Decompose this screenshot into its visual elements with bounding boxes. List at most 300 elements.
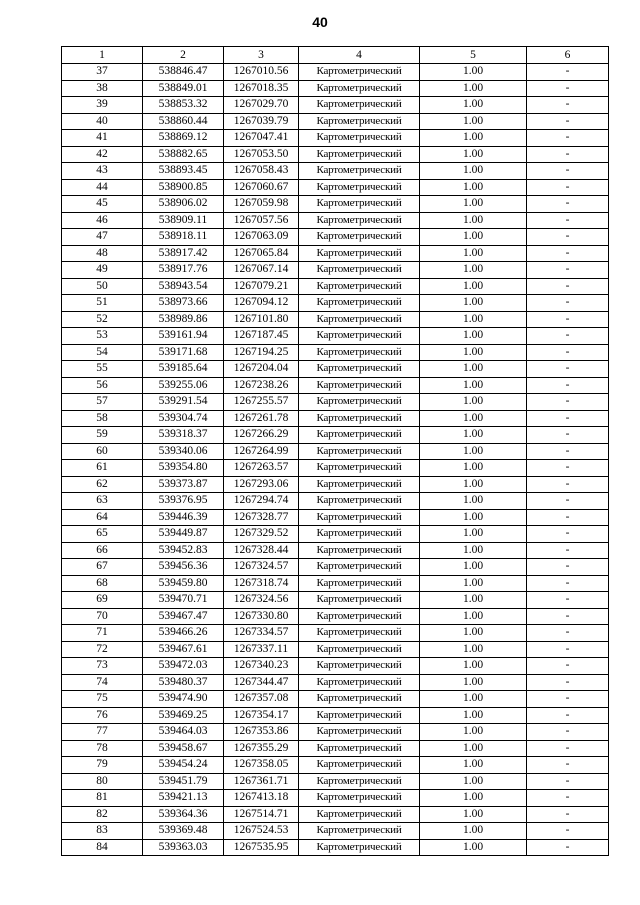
accuracy-cell: 1.00 — [420, 97, 527, 114]
column-header: 6 — [527, 47, 609, 64]
x-coordinate-cell: 539456.36 — [143, 559, 224, 576]
y-coordinate-cell: 1267079.21 — [224, 278, 299, 295]
method-cell: Картометрический — [299, 80, 420, 97]
method-cell: Картометрический — [299, 443, 420, 460]
accuracy-cell: 1.00 — [420, 130, 527, 147]
y-coordinate-cell: 1267261.78 — [224, 410, 299, 427]
page-number: 40 — [312, 14, 328, 30]
x-coordinate-cell: 539451.79 — [143, 773, 224, 790]
accuracy-cell: 1.00 — [420, 460, 527, 477]
accuracy-cell: 1.00 — [420, 311, 527, 328]
method-cell: Картометрический — [299, 823, 420, 840]
y-coordinate-cell: 1267413.18 — [224, 790, 299, 807]
y-coordinate-cell: 1267101.80 — [224, 311, 299, 328]
method-cell: Картометрический — [299, 311, 420, 328]
method-cell: Картометрический — [299, 97, 420, 114]
x-coordinate-cell: 538882.65 — [143, 146, 224, 163]
method-cell: Картометрический — [299, 410, 420, 427]
point-number-cell: 55 — [62, 361, 143, 378]
table-row — [62, 608, 609, 625]
table-row — [62, 493, 609, 510]
y-coordinate-cell: 1267018.35 — [224, 80, 299, 97]
point-number-cell: 42 — [62, 146, 143, 163]
method-cell: Картометрический — [299, 839, 420, 856]
accuracy-cell: 1.00 — [420, 163, 527, 180]
y-coordinate-cell: 1267194.25 — [224, 344, 299, 361]
note-cell: - — [527, 394, 609, 411]
column-header: 4 — [299, 47, 420, 64]
accuracy-cell: 1.00 — [420, 476, 527, 493]
table-row — [62, 229, 609, 246]
x-coordinate-cell: 538909.11 — [143, 212, 224, 229]
y-coordinate-cell: 1267324.56 — [224, 592, 299, 609]
x-coordinate-cell: 538900.85 — [143, 179, 224, 196]
x-coordinate-cell: 539255.06 — [143, 377, 224, 394]
accuracy-cell: 1.00 — [420, 443, 527, 460]
method-cell: Картометрический — [299, 757, 420, 774]
method-cell: Картометрический — [299, 377, 420, 394]
table-row — [62, 64, 609, 81]
accuracy-cell: 1.00 — [420, 410, 527, 427]
note-cell: - — [527, 377, 609, 394]
accuracy-cell: 1.00 — [420, 509, 527, 526]
method-cell: Картометрический — [299, 773, 420, 790]
point-number-cell: 62 — [62, 476, 143, 493]
accuracy-cell: 1.00 — [420, 658, 527, 675]
note-cell: - — [527, 130, 609, 147]
note-cell: - — [527, 229, 609, 246]
point-number-cell: 76 — [62, 707, 143, 724]
accuracy-cell: 1.00 — [420, 212, 527, 229]
accuracy-cell: 1.00 — [420, 328, 527, 345]
y-coordinate-cell: 1267057.56 — [224, 212, 299, 229]
x-coordinate-cell: 539466.26 — [143, 625, 224, 642]
table-header-row — [62, 47, 609, 64]
accuracy-cell: 1.00 — [420, 592, 527, 609]
y-coordinate-cell: 1267358.05 — [224, 757, 299, 774]
y-coordinate-cell: 1267357.08 — [224, 691, 299, 708]
note-cell: - — [527, 724, 609, 741]
method-cell: Картометрический — [299, 113, 420, 130]
y-coordinate-cell: 1267067.14 — [224, 262, 299, 279]
column-header: 1 — [62, 47, 143, 64]
accuracy-cell: 1.00 — [420, 146, 527, 163]
x-coordinate-cell: 539318.37 — [143, 427, 224, 444]
accuracy-cell: 1.00 — [420, 361, 527, 378]
y-coordinate-cell: 1267354.17 — [224, 707, 299, 724]
method-cell: Картометрический — [299, 245, 420, 262]
table-row — [62, 146, 609, 163]
y-coordinate-cell: 1267058.43 — [224, 163, 299, 180]
accuracy-cell: 1.00 — [420, 724, 527, 741]
accuracy-cell: 1.00 — [420, 542, 527, 559]
point-number-cell: 54 — [62, 344, 143, 361]
table-row — [62, 394, 609, 411]
note-cell: - — [527, 262, 609, 279]
x-coordinate-cell: 539464.03 — [143, 724, 224, 741]
table-row — [62, 245, 609, 262]
accuracy-cell: 1.00 — [420, 790, 527, 807]
table-row — [62, 575, 609, 592]
note-cell: - — [527, 278, 609, 295]
y-coordinate-cell: 1267059.98 — [224, 196, 299, 213]
method-cell: Картометрический — [299, 658, 420, 675]
x-coordinate-cell: 539469.25 — [143, 707, 224, 724]
note-cell: - — [527, 311, 609, 328]
method-cell: Картометрический — [299, 493, 420, 510]
table-row — [62, 526, 609, 543]
table-row — [62, 740, 609, 757]
y-coordinate-cell: 1267328.77 — [224, 509, 299, 526]
note-cell: - — [527, 212, 609, 229]
method-cell: Картометрический — [299, 361, 420, 378]
note-cell: - — [527, 757, 609, 774]
point-number-cell: 70 — [62, 608, 143, 625]
method-cell: Картометрический — [299, 344, 420, 361]
point-number-cell: 73 — [62, 658, 143, 675]
accuracy-cell: 1.00 — [420, 493, 527, 510]
note-cell: - — [527, 575, 609, 592]
point-number-cell: 45 — [62, 196, 143, 213]
table-row — [62, 641, 609, 658]
point-number-cell: 47 — [62, 229, 143, 246]
table-row — [62, 790, 609, 807]
note-cell: - — [527, 344, 609, 361]
point-number-cell: 61 — [62, 460, 143, 477]
x-coordinate-cell: 539369.48 — [143, 823, 224, 840]
point-number-cell: 50 — [62, 278, 143, 295]
table-row — [62, 262, 609, 279]
note-cell: - — [527, 839, 609, 856]
table-row — [62, 542, 609, 559]
accuracy-cell: 1.00 — [420, 707, 527, 724]
point-number-cell: 44 — [62, 179, 143, 196]
x-coordinate-cell: 539449.87 — [143, 526, 224, 543]
point-number-cell: 69 — [62, 592, 143, 609]
point-number-cell: 82 — [62, 806, 143, 823]
table-row — [62, 691, 609, 708]
note-cell: - — [527, 806, 609, 823]
x-coordinate-cell: 539291.54 — [143, 394, 224, 411]
note-cell: - — [527, 625, 609, 642]
accuracy-cell: 1.00 — [420, 575, 527, 592]
table-row — [62, 724, 609, 741]
note-cell: - — [527, 245, 609, 262]
point-number-cell: 67 — [62, 559, 143, 576]
table-row — [62, 410, 609, 427]
y-coordinate-cell: 1267328.44 — [224, 542, 299, 559]
note-cell: - — [527, 790, 609, 807]
note-cell: - — [527, 328, 609, 345]
y-coordinate-cell: 1267524.53 — [224, 823, 299, 840]
x-coordinate-cell: 539480.37 — [143, 674, 224, 691]
table-row — [62, 460, 609, 477]
point-number-cell: 68 — [62, 575, 143, 592]
note-cell: - — [527, 443, 609, 460]
method-cell: Картометрический — [299, 509, 420, 526]
method-cell: Картометрический — [299, 328, 420, 345]
note-cell: - — [527, 493, 609, 510]
accuracy-cell: 1.00 — [420, 377, 527, 394]
method-cell: Картометрический — [299, 146, 420, 163]
y-coordinate-cell: 1267264.99 — [224, 443, 299, 460]
note-cell: - — [527, 641, 609, 658]
method-cell: Картометрический — [299, 740, 420, 757]
point-number-cell: 40 — [62, 113, 143, 130]
x-coordinate-cell: 539364.36 — [143, 806, 224, 823]
point-number-cell: 64 — [62, 509, 143, 526]
accuracy-cell: 1.00 — [420, 113, 527, 130]
point-number-cell: 63 — [62, 493, 143, 510]
y-coordinate-cell: 1267355.29 — [224, 740, 299, 757]
accuracy-cell: 1.00 — [420, 344, 527, 361]
y-coordinate-cell: 1267344.47 — [224, 674, 299, 691]
note-cell: - — [527, 592, 609, 609]
table-row — [62, 757, 609, 774]
table-row — [62, 674, 609, 691]
table-row — [62, 130, 609, 147]
method-cell: Картометрический — [299, 641, 420, 658]
x-coordinate-cell: 539376.95 — [143, 493, 224, 510]
x-coordinate-cell: 539421.13 — [143, 790, 224, 807]
method-cell: Картометрический — [299, 592, 420, 609]
point-number-cell: 80 — [62, 773, 143, 790]
note-cell: - — [527, 113, 609, 130]
note-cell: - — [527, 559, 609, 576]
point-number-cell: 84 — [62, 839, 143, 856]
accuracy-cell: 1.00 — [420, 740, 527, 757]
accuracy-cell: 1.00 — [420, 674, 527, 691]
table-row — [62, 707, 609, 724]
note-cell: - — [527, 196, 609, 213]
note-cell: - — [527, 97, 609, 114]
table-row — [62, 443, 609, 460]
x-coordinate-cell: 538893.45 — [143, 163, 224, 180]
x-coordinate-cell: 539472.03 — [143, 658, 224, 675]
point-number-cell: 83 — [62, 823, 143, 840]
method-cell: Картометрический — [299, 427, 420, 444]
point-number-cell: 48 — [62, 245, 143, 262]
y-coordinate-cell: 1267340.23 — [224, 658, 299, 675]
point-number-cell: 59 — [62, 427, 143, 444]
table-row — [62, 773, 609, 790]
table-row — [62, 97, 609, 114]
x-coordinate-cell: 539363.03 — [143, 839, 224, 856]
x-coordinate-cell: 539467.47 — [143, 608, 224, 625]
table-row — [62, 476, 609, 493]
y-coordinate-cell: 1267324.57 — [224, 559, 299, 576]
table-row — [62, 295, 609, 312]
table-row — [62, 311, 609, 328]
x-coordinate-cell: 538917.76 — [143, 262, 224, 279]
note-cell: - — [527, 707, 609, 724]
y-coordinate-cell: 1267294.74 — [224, 493, 299, 510]
point-number-cell: 81 — [62, 790, 143, 807]
table-row — [62, 559, 609, 576]
point-number-cell: 78 — [62, 740, 143, 757]
x-coordinate-cell: 539161.94 — [143, 328, 224, 345]
method-cell: Картометрический — [299, 196, 420, 213]
point-number-cell: 52 — [62, 311, 143, 328]
table-row — [62, 80, 609, 97]
x-coordinate-cell: 538989.86 — [143, 311, 224, 328]
method-cell: Картометрический — [299, 394, 420, 411]
column-header: 5 — [420, 47, 527, 64]
x-coordinate-cell: 539474.90 — [143, 691, 224, 708]
note-cell: - — [527, 460, 609, 477]
y-coordinate-cell: 1267266.29 — [224, 427, 299, 444]
note-cell: - — [527, 80, 609, 97]
column-header: 2 — [143, 47, 224, 64]
point-number-cell: 43 — [62, 163, 143, 180]
x-coordinate-cell: 539185.64 — [143, 361, 224, 378]
y-coordinate-cell: 1267263.57 — [224, 460, 299, 477]
note-cell: - — [527, 773, 609, 790]
accuracy-cell: 1.00 — [420, 80, 527, 97]
x-coordinate-cell: 539304.74 — [143, 410, 224, 427]
note-cell: - — [527, 476, 609, 493]
method-cell: Картометрический — [299, 212, 420, 229]
note-cell: - — [527, 658, 609, 675]
table-row — [62, 592, 609, 609]
note-cell: - — [527, 526, 609, 543]
y-coordinate-cell: 1267255.57 — [224, 394, 299, 411]
accuracy-cell: 1.00 — [420, 295, 527, 312]
accuracy-cell: 1.00 — [420, 641, 527, 658]
accuracy-cell: 1.00 — [420, 757, 527, 774]
x-coordinate-cell: 539454.24 — [143, 757, 224, 774]
y-coordinate-cell: 1267353.86 — [224, 724, 299, 741]
accuracy-cell: 1.00 — [420, 839, 527, 856]
point-number-cell: 56 — [62, 377, 143, 394]
table-row — [62, 196, 609, 213]
point-number-cell: 74 — [62, 674, 143, 691]
table-row — [62, 806, 609, 823]
y-coordinate-cell: 1267094.12 — [224, 295, 299, 312]
table-row — [62, 344, 609, 361]
x-coordinate-cell: 538846.47 — [143, 64, 224, 81]
y-coordinate-cell: 1267047.41 — [224, 130, 299, 147]
x-coordinate-cell: 539458.67 — [143, 740, 224, 757]
x-coordinate-cell: 538906.02 — [143, 196, 224, 213]
method-cell: Картометрический — [299, 806, 420, 823]
y-coordinate-cell: 1267329.52 — [224, 526, 299, 543]
method-cell: Картометрический — [299, 559, 420, 576]
y-coordinate-cell: 1267514.71 — [224, 806, 299, 823]
point-number-cell: 39 — [62, 97, 143, 114]
table-row — [62, 163, 609, 180]
table-row — [62, 427, 609, 444]
method-cell: Картометрический — [299, 130, 420, 147]
y-coordinate-cell: 1267060.67 — [224, 179, 299, 196]
accuracy-cell: 1.00 — [420, 608, 527, 625]
point-number-cell: 60 — [62, 443, 143, 460]
table-row — [62, 509, 609, 526]
x-coordinate-cell: 538917.42 — [143, 245, 224, 262]
accuracy-cell: 1.00 — [420, 229, 527, 246]
x-coordinate-cell: 538869.12 — [143, 130, 224, 147]
y-coordinate-cell: 1267334.57 — [224, 625, 299, 642]
table-row — [62, 212, 609, 229]
table-body — [62, 64, 609, 856]
accuracy-cell: 1.00 — [420, 806, 527, 823]
accuracy-cell: 1.00 — [420, 64, 527, 81]
y-coordinate-cell: 1267293.06 — [224, 476, 299, 493]
point-number-cell: 41 — [62, 130, 143, 147]
y-coordinate-cell: 1267318.74 — [224, 575, 299, 592]
x-coordinate-cell: 538973.66 — [143, 295, 224, 312]
accuracy-cell: 1.00 — [420, 773, 527, 790]
y-coordinate-cell: 1267065.84 — [224, 245, 299, 262]
method-cell: Картометрический — [299, 64, 420, 81]
accuracy-cell: 1.00 — [420, 559, 527, 576]
point-number-cell: 65 — [62, 526, 143, 543]
x-coordinate-cell: 539171.68 — [143, 344, 224, 361]
x-coordinate-cell: 539373.87 — [143, 476, 224, 493]
accuracy-cell: 1.00 — [420, 278, 527, 295]
x-coordinate-cell: 538853.32 — [143, 97, 224, 114]
point-number-cell: 49 — [62, 262, 143, 279]
method-cell: Картометрический — [299, 476, 420, 493]
note-cell: - — [527, 361, 609, 378]
y-coordinate-cell: 1267029.70 — [224, 97, 299, 114]
method-cell: Картометрический — [299, 179, 420, 196]
method-cell: Картометрический — [299, 278, 420, 295]
table-row — [62, 823, 609, 840]
y-coordinate-cell: 1267204.04 — [224, 361, 299, 378]
method-cell: Картометрический — [299, 295, 420, 312]
method-cell: Картометрический — [299, 526, 420, 543]
note-cell: - — [527, 427, 609, 444]
y-coordinate-cell: 1267330.80 — [224, 608, 299, 625]
method-cell: Картометрический — [299, 460, 420, 477]
point-number-cell: 53 — [62, 328, 143, 345]
coordinates-table — [61, 46, 609, 856]
point-number-cell: 75 — [62, 691, 143, 708]
note-cell: - — [527, 608, 609, 625]
point-number-cell: 72 — [62, 641, 143, 658]
table-row — [62, 328, 609, 345]
accuracy-cell: 1.00 — [420, 625, 527, 642]
note-cell: - — [527, 674, 609, 691]
table-row — [62, 625, 609, 642]
method-cell: Картометрический — [299, 707, 420, 724]
table-row — [62, 658, 609, 675]
note-cell: - — [527, 163, 609, 180]
table-row — [62, 179, 609, 196]
y-coordinate-cell: 1267063.09 — [224, 229, 299, 246]
accuracy-cell: 1.00 — [420, 427, 527, 444]
note-cell: - — [527, 509, 609, 526]
accuracy-cell: 1.00 — [420, 196, 527, 213]
method-cell: Картометрический — [299, 691, 420, 708]
table-row — [62, 113, 609, 130]
x-coordinate-cell: 538860.44 — [143, 113, 224, 130]
method-cell: Картометрический — [299, 542, 420, 559]
method-cell: Картометрический — [299, 790, 420, 807]
point-number-cell: 71 — [62, 625, 143, 642]
y-coordinate-cell: 1267361.71 — [224, 773, 299, 790]
accuracy-cell: 1.00 — [420, 526, 527, 543]
point-number-cell: 79 — [62, 757, 143, 774]
accuracy-cell: 1.00 — [420, 262, 527, 279]
accuracy-cell: 1.00 — [420, 823, 527, 840]
x-coordinate-cell: 539354.80 — [143, 460, 224, 477]
note-cell: - — [527, 64, 609, 81]
note-cell: - — [527, 179, 609, 196]
x-coordinate-cell: 539467.61 — [143, 641, 224, 658]
table-row — [62, 377, 609, 394]
